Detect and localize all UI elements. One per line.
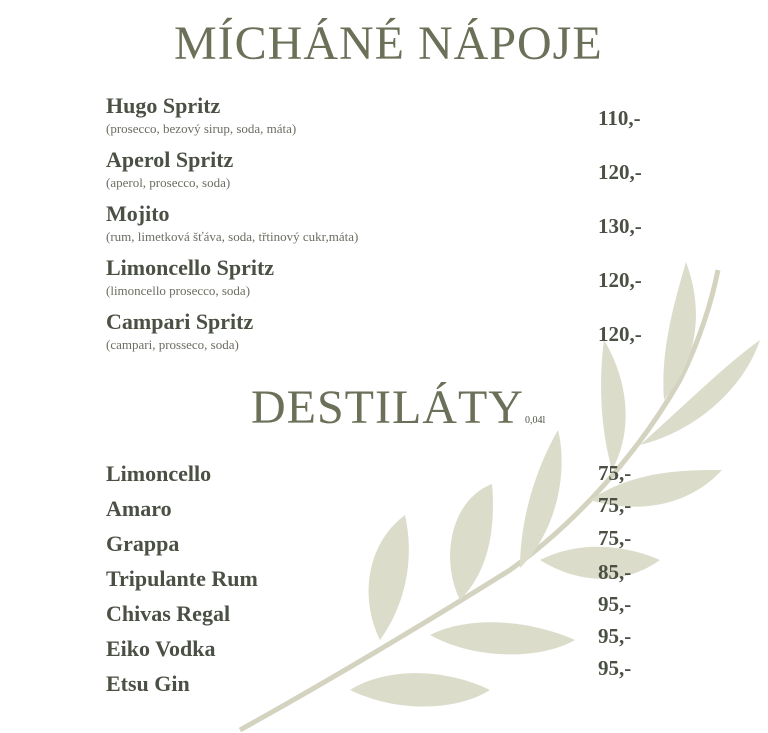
menu-item: [106, 310, 253, 353]
menu-item-description: (rum, limetková šťáva, soda, třtinový cukr,máta): [106, 229, 359, 244]
menu-item: [106, 202, 358, 245]
menu-item-price: 130,-: [598, 214, 642, 238]
menu-item-description: (prosecco, bezový sirup, soda, máta): [106, 121, 297, 136]
menu-item-description: (campari, prosseco, soda): [106, 337, 239, 352]
spirit-name: Grappa: [106, 531, 180, 556]
spirit-price: 95,-: [598, 592, 632, 616]
section-title-text: DESTILÁTY: [251, 381, 524, 434]
menu-item: [106, 256, 274, 299]
volume-note: 0,04l: [524, 415, 546, 426]
spirit-price: 75,-: [598, 493, 632, 517]
menu-item-description: (aperol, prosecco, soda): [106, 175, 231, 190]
spirit-name: Eiko Vodka: [106, 636, 216, 661]
spirit-price: 75,-: [598, 461, 632, 485]
menu-item-name: Aperol Spritz: [106, 147, 234, 172]
menu-item-price: 120,-: [598, 268, 642, 292]
menu-item-description: (limoncello prosecco, soda): [106, 283, 251, 298]
spirit-price: 85,-: [598, 560, 632, 584]
spirit-name: Limoncello: [106, 461, 212, 486]
menu-item-name: Hugo Spritz: [106, 93, 221, 118]
spirit-name: Chivas Regal: [106, 601, 231, 626]
section-title-mixed-drinks: MÍCHÁNÉ NÁPOJE: [174, 17, 603, 70]
menu-item: [106, 148, 233, 191]
menu-item-name: Limoncello Spritz: [106, 255, 275, 280]
spirit-name: Etsu Gin: [106, 671, 190, 696]
spirit-price: 95,-: [598, 656, 632, 680]
menu-item-name: Campari Spritz: [106, 309, 254, 334]
spirit-price: 95,-: [598, 624, 632, 648]
menu-item-price: 110,-: [598, 106, 641, 130]
menu-item-name: Mojito: [106, 201, 170, 226]
spirit-name: Tripulante Rum: [106, 566, 258, 591]
section-title-spirits: [251, 380, 545, 435]
spirit-price: 75,-: [598, 526, 632, 550]
menu-item: [106, 94, 296, 137]
spirit-name: Amaro: [106, 496, 172, 521]
menu-item-price: 120,-: [598, 160, 642, 184]
menu-item-price: 120,-: [598, 322, 642, 346]
